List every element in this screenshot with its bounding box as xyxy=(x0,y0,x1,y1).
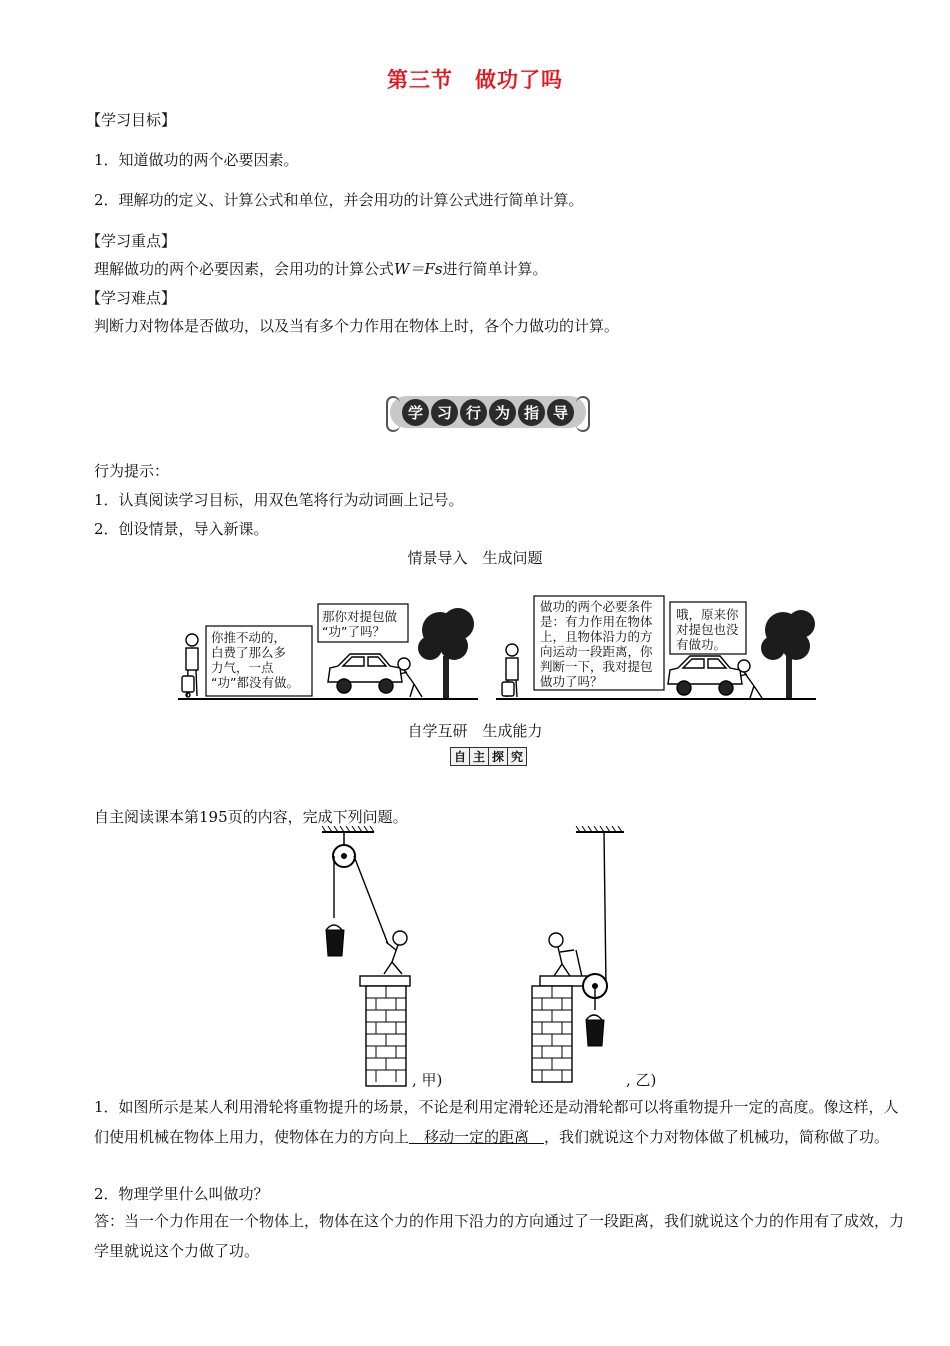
banner-char: 学 xyxy=(402,399,429,426)
pulley-figure-fixed xyxy=(318,826,418,1088)
key-points-text-before: 理解做功的两个必要因素，会用功的计算公式 xyxy=(94,260,395,278)
figure-label-b: , 乙) xyxy=(626,1071,657,1089)
bubble-line: “功”了吗？ xyxy=(322,624,385,639)
car-icon xyxy=(668,656,742,695)
behavior-heading: 行为提示： xyxy=(94,462,170,480)
question-1 xyxy=(94,1092,904,1152)
work-formula: W＝Fs xyxy=(394,260,443,278)
question-2-answer: 答：当一个力作用在一个物体上，物体在这个力的作用下沿力的方向通过了一段距离，我们就说这个力的作用有了成效，力学里就说这个力做了功。 xyxy=(94,1212,905,1260)
banner-char: 行 xyxy=(460,399,487,426)
bubble-text-left-a xyxy=(211,630,299,690)
bubble-text-right-b xyxy=(676,607,739,652)
bubble-line: 向运动一段距离，你 xyxy=(540,644,653,659)
objectives-heading: 【学习目标】 xyxy=(86,111,177,129)
banner-right-cap xyxy=(576,396,590,432)
question-1-text: 1．如图所示是某人利用滑轮将重物提升的场景，不论是利用定滑轮还是动滑轮都可以将重物提升一定的高度。像这样，人们使用机械在物体上用力，使物体在力的方向上 xyxy=(94,1098,899,1146)
section-char: 探 xyxy=(489,748,508,765)
question-1-answer: 移动一定的距离 xyxy=(409,1128,545,1146)
objective-item-1: 1．知道做功的两个必要因素。 xyxy=(94,151,299,169)
person-figure xyxy=(384,931,407,974)
behavior-item-2: 2．创设情景，导入新课。 xyxy=(94,520,269,538)
bubble-line: 做功了吗？ xyxy=(540,674,603,689)
bubble-line: 那你对提包做 xyxy=(322,609,398,624)
person-figure xyxy=(549,933,574,976)
question-2: 2．物理学里什么叫做功？ xyxy=(94,1185,269,1203)
section-char: 主 xyxy=(470,748,489,765)
banner-char: 习 xyxy=(431,399,458,426)
bucket-icon xyxy=(326,930,344,956)
section-char: 究 xyxy=(508,748,526,765)
bucket-icon xyxy=(586,1020,604,1046)
objective-item-2: 2．理解功的定义、计算公式和单位，并会用功的计算公式进行简单计算。 xyxy=(94,191,584,209)
bubble-line: 力气，一点 xyxy=(211,660,274,675)
difficulties-text: 判断力对物体是否做功，以及当有多个力作用在物体上时，各个力做功的计算。 xyxy=(94,317,620,335)
car-icon xyxy=(328,654,402,693)
guidance-banner xyxy=(390,396,586,428)
banner-left-cap xyxy=(386,396,400,432)
difficulties-heading: 【学习难点】 xyxy=(86,289,177,307)
bubble-line: 上，且物体沿力的方 xyxy=(540,629,653,644)
student-figure xyxy=(182,634,198,697)
self-study-title: 自学互研 生成能力 xyxy=(407,722,543,740)
key-points-text xyxy=(94,259,548,279)
behavior-item-1: 1．认真阅读学习目标，用双色笔将行为动词画上记号。 xyxy=(94,491,464,509)
question-1-text-after: ，我们就说这个力对物体做了机械功，简称做了功。 xyxy=(544,1128,890,1146)
bubble-text-right-a xyxy=(540,599,653,689)
reading-instruction: 自主阅读课本第195页的内容，完成下列问题。 xyxy=(94,808,408,826)
bubble-line: 白费了那么多 xyxy=(211,645,287,660)
banner-char: 导 xyxy=(547,399,574,426)
tree-icon xyxy=(418,608,474,698)
bubble-line: 你推不动的， xyxy=(211,630,287,645)
banner-char: 为 xyxy=(489,399,516,426)
pulley-figure-movable xyxy=(528,826,628,1088)
bubble-line: 判断一下，我对提包 xyxy=(540,659,653,674)
bubble-text-left-b xyxy=(322,609,397,639)
page-title: 第三节 做功了吗 xyxy=(387,68,563,92)
section-label-box xyxy=(450,747,527,766)
tree-icon xyxy=(761,610,815,698)
key-points-heading: 【学习重点】 xyxy=(86,232,177,250)
scene-title: 情景导入 生成问题 xyxy=(407,549,543,567)
section-char: 自 xyxy=(451,748,470,765)
figure-label-a: , 甲) xyxy=(412,1071,443,1089)
key-points-text-after: 进行简单计算。 xyxy=(442,260,548,278)
bubble-line: 对提包也没 xyxy=(676,622,739,637)
banner-char: 指 xyxy=(518,399,545,426)
bubble-line: “功”都没有做。 xyxy=(211,675,299,690)
bubble-line: 是：有力作用在物体 xyxy=(540,614,653,629)
bubble-line: 做功的两个必要条件 xyxy=(540,599,653,614)
bubble-line: 哦，原来你 xyxy=(676,607,739,622)
student-figure xyxy=(502,644,518,697)
bubble-line: 有做功。 xyxy=(676,637,727,652)
